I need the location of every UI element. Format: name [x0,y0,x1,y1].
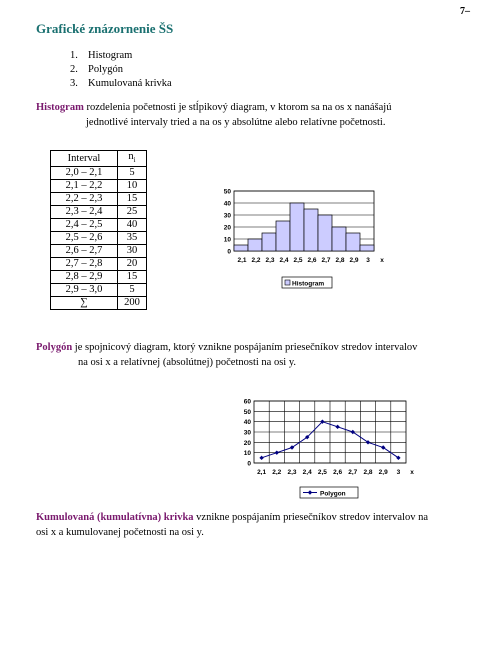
frequency-cell: 35 [118,232,147,245]
table-row [51,258,147,271]
interval-cell: 2,8 – 2,9 [51,271,118,284]
bar [262,233,276,251]
bar [360,245,374,251]
x-tick-label: 2,4 [302,469,312,476]
cumulative-paragraph [36,510,476,540]
frequency-cell: 30 [118,245,147,258]
polygon-paragraph [36,340,476,370]
interval-cell: 2,6 – 2,7 [51,245,118,258]
frequency-symbol: n [128,151,134,162]
interval-cell: 2,1 – 2,2 [51,180,118,193]
histogram-legend [282,277,332,288]
polygon-keyword: Polygón [36,342,73,353]
polygon-text-line2: na osi x a relatívnej (absolútnej) početnosti na osi y. [78,357,297,368]
frequency-cell: 40 [118,219,147,232]
y-tick-label: 40 [243,419,251,427]
frequency-table [50,150,147,310]
data-point [335,425,339,429]
histogram-paragraph [36,100,476,130]
bar [276,221,290,251]
polygon-axis-labels [257,469,414,476]
page-title: Grafické znázornenie ŠS [36,21,174,36]
table-row [51,219,147,232]
y-tick-label: 50 [223,188,231,196]
bar [290,203,304,251]
bar [332,227,346,251]
x-axis-label: x [380,257,384,264]
interval-cell: 2,9 – 3,0 [51,284,118,297]
contents-item-label: Polygón [88,64,124,75]
y-tick-label: 10 [223,236,231,244]
total-label-cell: ∑ [51,297,118,310]
contents-item [70,49,172,63]
y-tick-label: 50 [243,408,251,416]
y-tick-label: 20 [243,439,251,447]
x-tick-label: 2,7 [348,469,358,476]
table-row [51,245,147,258]
contents-item-label: Kumulovaná krivka [88,78,172,89]
frequency-cell: 15 [118,193,147,206]
x-axis-label: x [410,469,414,476]
interval-cell: 2,5 – 2,6 [51,232,118,245]
contents-item-number: 3. [70,78,78,89]
x-tick-label: 3 [396,469,401,476]
cumulative-text-line2: osi x a kumulovanej početnosti na osi y. [36,527,204,538]
cumulative-text-line1: vznikne pospájaním priesečníkov stredov intervalov na [193,512,428,523]
table-row [51,271,147,284]
histogram-text-line2: jednotlivé intervaly tried a na os y absolútne alebo relatívne početnosti. [86,117,386,128]
histogram-axis-labels [237,257,384,264]
frequency-cell: 20 [118,258,147,271]
x-tick-label: 2,2 [251,257,261,264]
polygon-text-line1: je spojnicový diagram, ktorý vznikne pospájaním priesečníkov stredov intervalov [72,342,418,353]
contents-item [70,77,172,91]
x-tick-label: 2,2 [272,469,282,476]
y-tick-label: 0 [227,248,231,256]
frequency-cell: 5 [118,284,147,297]
bar [346,233,360,251]
x-tick-label: 2,7 [321,257,331,264]
table-row [51,206,147,219]
table-row [51,180,147,193]
contents-item-number: 1. [70,50,78,61]
x-tick-label: 2,3 [265,257,275,264]
cumulative-keyword: Kumulovaná (kumulatívna) krivka [36,512,194,523]
interval-cell: 2,7 – 2,8 [51,258,118,271]
contents-list [70,49,172,91]
total-value-cell: 200 [118,297,147,310]
polygon-chart [228,395,418,505]
contents-item [70,63,172,77]
y-tick-label: 30 [223,212,231,220]
bar [248,239,262,251]
interval-cell: 2,0 – 2,1 [51,167,118,180]
x-tick-label: 2,1 [257,469,267,476]
x-tick-label: 2,3 [287,469,297,476]
bar [234,245,248,251]
y-tick-label: 40 [223,200,231,208]
bar [318,215,332,251]
x-tick-label: 2,9 [349,257,359,264]
frequency-subscript: i [133,156,136,165]
legend-swatch [285,280,290,285]
polygon-legend [300,487,358,498]
table-row [51,167,147,180]
interval-cell: 2,3 – 2,4 [51,206,118,219]
y-tick-label: 10 [243,450,251,458]
legend-label: Polygon [320,490,346,498]
frequency-cell: 10 [118,180,147,193]
interval-cell: 2,4 – 2,5 [51,219,118,232]
table-header-interval: Interval [51,151,118,167]
x-tick-label: 2,8 [335,257,345,264]
bar [304,209,318,251]
y-tick-label: 0 [247,460,251,468]
table-row [51,284,147,297]
contents-item-number: 2. [70,64,78,75]
x-tick-label: 3 [366,257,370,264]
page-number: 7– [460,6,470,17]
x-tick-label: 2,6 [333,469,343,476]
x-tick-label: 2,1 [237,257,247,264]
table-row [51,232,147,245]
contents-item-label: Histogram [88,50,133,61]
legend-label: Histogram [292,280,325,288]
y-tick-label: 30 [243,429,251,437]
x-tick-label: 2,9 [378,469,388,476]
table-row [51,193,147,206]
x-tick-label: 2,8 [363,469,373,476]
y-tick-label: 60 [243,398,251,406]
frequency-cell: 15 [118,271,147,284]
table-header-frequency [118,151,147,167]
x-tick-label: 2,5 [317,469,327,476]
table-header-row [51,151,147,167]
x-tick-label: 2,5 [293,257,303,264]
polygon-grid [244,399,406,468]
interval-cell: 2,2 – 2,3 [51,193,118,206]
histogram-keyword: Histogram [36,102,84,113]
table-total-row [51,297,147,310]
x-tick-label: 2,4 [279,257,289,264]
frequency-cell: 5 [118,167,147,180]
histogram-chart [210,185,390,295]
y-tick-label: 20 [223,224,231,232]
x-tick-label: 2,6 [307,257,317,264]
data-point [275,450,279,454]
frequency-cell: 25 [118,206,147,219]
histogram-text-line1: rozdelenia početnosti je stĺpikový diagram, v ktorom sa na os x nanášajú [83,102,392,113]
data-point [259,456,263,460]
